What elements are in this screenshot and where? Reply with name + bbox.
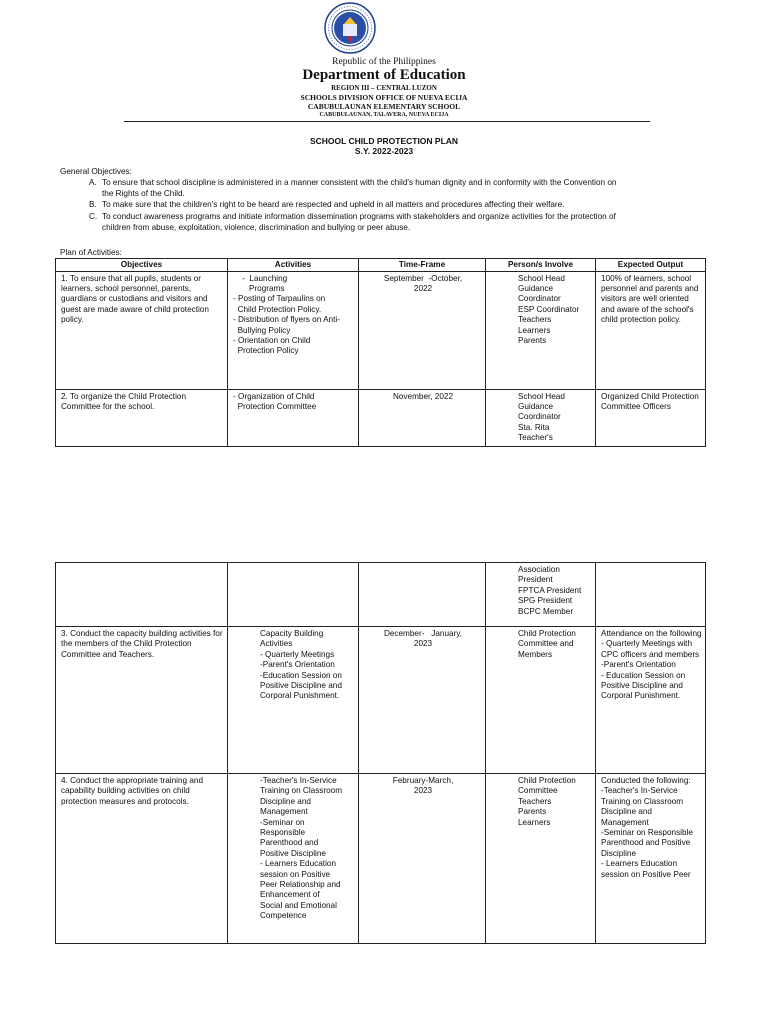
cell-text: 100% of learners, school personnel and parents and visitors are well oriented and aware of the school's child protection policy. — [601, 273, 701, 325]
cell-text: - Launching Programs - Posting of Tarpaulins on Child Protection Policy. - Distribution of flyers on Anti- Bullying Policy - Orientation on Child Protection Policy — [233, 273, 340, 356]
table-row — [56, 774, 706, 944]
plan-of-activities-heading: Plan of Activities: — [60, 248, 122, 257]
general-objective-a — [89, 178, 629, 199]
department-name: Department of Education — [302, 67, 466, 83]
output-cell — [596, 271, 706, 389]
division-line: SCHOOLS DIVISION OFFICE OF NUEVA ECIJA — [300, 93, 468, 102]
objective-text: To make sure that the children's right to be heard are respected and upheld in all matters and procedures affecting their welfare. — [102, 200, 565, 209]
persons-cell — [486, 271, 596, 389]
activities-cell — [228, 271, 359, 389]
cell-text: 2. To organize the Child Protection Committee for the school. — [61, 391, 189, 411]
timeframe-cell — [359, 774, 486, 944]
table-row — [56, 627, 706, 774]
persons-cell — [486, 627, 596, 774]
document-title: SCHOOL CHILD PROTECTION PLAN — [309, 136, 459, 146]
persons-cell — [486, 389, 596, 446]
objective-letter: B. — [89, 200, 97, 209]
col-header-persons: Person/s Involve — [486, 259, 596, 272]
republic-line: Republic of the Philippines — [332, 57, 436, 67]
timeframe-cell — [359, 389, 486, 446]
cell-text: February-March, 2023 — [392, 776, 454, 796]
activities-cell — [228, 627, 359, 774]
output-cell — [596, 563, 706, 627]
objective-cell — [56, 271, 228, 389]
activities-cell — [228, 774, 359, 944]
col-header-activities: Activities — [228, 259, 359, 272]
cell-text: Conducted the following: -Teacher's In-Service Training on Classroom Discipline and Management -Seminar on Responsible Parenthood and Positive Discipline - Learners Education session on Positive Peer — [601, 776, 693, 879]
activities-cell — [228, 563, 359, 627]
cell-text: Organized Child Protection Committee Officers — [601, 391, 702, 411]
objective-cell — [56, 627, 228, 774]
cell-text: 4. Conduct the appropriate training and capability building activities on child protection measures and protocols. — [61, 776, 206, 806]
school-year: S.Y. 2022-2023 — [354, 146, 414, 156]
objective-text: To conduct awareness programs and initiate information dissemination programs with stakeholders and organize activities for the protection of children from abuse, exploitation, violence, discrimination and bullying or peer abuse. — [102, 212, 616, 232]
objective-cell — [56, 563, 228, 627]
col-header-objectives: Objectives — [56, 259, 228, 272]
plan-table-page2 — [55, 562, 706, 944]
cell-text: December- January, 2023 — [383, 629, 463, 649]
region-line: REGION III – CENTRAL LUZON — [331, 84, 437, 92]
cell-text: - Organization of Child Protection Committee — [233, 391, 317, 411]
persons-cell — [486, 774, 596, 944]
col-header-output: Expected Output — [596, 259, 706, 272]
cell-text: Child Protection Committee Teachers Parents Learners — [518, 776, 576, 827]
table-row — [56, 563, 706, 627]
table-header-row — [56, 259, 706, 272]
objective-cell — [56, 774, 228, 944]
timeframe-cell — [359, 271, 486, 389]
timeframe-cell — [359, 627, 486, 774]
col-header-timeframe: Time-Frame — [359, 259, 486, 272]
general-objective-c — [89, 212, 629, 233]
school-name: CABUBULAUNAN ELEMENTARY SCHOOL — [307, 102, 461, 111]
output-cell — [596, 627, 706, 774]
table-row — [56, 271, 706, 389]
cell-text: Capacity Building Activities - Quarterly Meetings -Parent's Orientation -Education Session on Positive Discipline and Corporal Punishment. — [260, 629, 342, 701]
cell-text: Child Protection Committee and Members — [518, 629, 576, 659]
cell-text: November, 2022 — [392, 391, 454, 401]
general-objectives-heading: General Objectives: — [60, 167, 132, 176]
table-row — [56, 389, 706, 446]
school-address: CABUBULAUNAN, TALAVERA, NUEVA ECIJA — [319, 112, 449, 118]
cell-text: Association President FPTCA President SPG President BCPC Member — [518, 565, 582, 616]
cell-text: September -October, 2022 — [383, 273, 463, 293]
plan-table-page1 — [55, 258, 706, 447]
objective-cell — [56, 389, 228, 446]
general-objective-b — [89, 200, 629, 211]
cell-text: -Teacher's In-Service Training on Classroom Discipline and Management -Seminar on Responsible Parenthood and Positive Discipline - Learners Education session on Positive Peer Relationship and Enhancement of Social and Emotional Competence — [260, 776, 343, 921]
cell-text: School Head Guidance Coordinator Sta. Rita Teacher's — [518, 391, 565, 443]
objective-text: To ensure that school discipline is administered in a manner consistent with the child's human dignity and in conformity with the Convention on the Rights of the Child. — [102, 178, 617, 198]
activities-cell — [228, 389, 359, 446]
timeframe-cell — [359, 563, 486, 627]
output-cell — [596, 774, 706, 944]
objective-letter: C. — [89, 212, 98, 221]
header-divider — [124, 121, 650, 122]
cell-text: Attendance on the following - Quarterly Meetings with CPC officers and members -Parent's Orientation - Education Session on Positive Discipline and Corporal Punishment. — [601, 629, 702, 701]
cell-text: 3. Conduct the capacity building activities for the members of the Child Protection Committee and Teachers. — [61, 629, 225, 659]
cell-text: 1. To ensure that all pupils, students or learners, school personnel, parents, guardians or custodians and visitors and guest are made aware of child protection policy. — [61, 273, 212, 325]
persons-cell — [486, 563, 596, 627]
cell-text: School Head Guidance Coordinator ESP Coordinator Teachers Learners Parents — [518, 273, 580, 345]
deped-seal-logo — [324, 2, 376, 54]
objective-letter: A. — [89, 178, 97, 187]
output-cell — [596, 389, 706, 446]
